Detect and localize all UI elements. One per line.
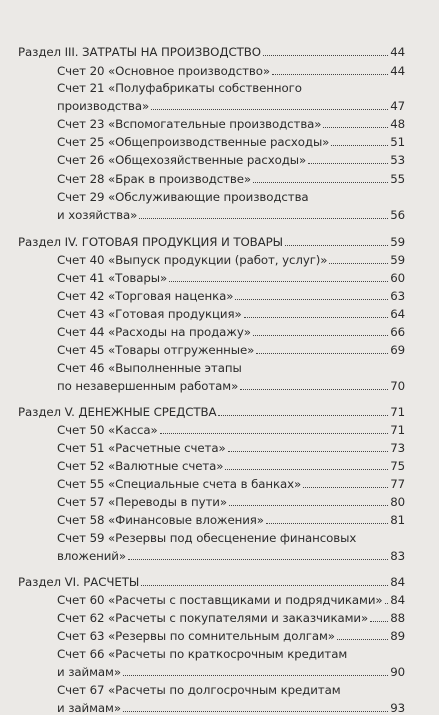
dot-leader [323, 127, 388, 128]
toc-entry [0, 148, 439, 167]
toc-entry-title: Счет 43 «Готовая продукция» [57, 306, 242, 321]
toc-page-number: 56 [390, 207, 405, 222]
dot-leader [229, 505, 388, 506]
toc-page-number: 83 [390, 548, 405, 563]
dot-leader [123, 711, 388, 712]
toc-page-number: 90 [390, 664, 405, 679]
toc-entry [0, 696, 439, 715]
dot-leader [228, 451, 389, 452]
toc-entry-title: Счет 63 «Резервы по сомнительным долгам» [57, 628, 335, 643]
toc-entry [0, 76, 439, 95]
toc-page-number: 75 [390, 458, 405, 473]
toc-entry-title: Счет 66 «Расчеты по краткосрочным кредитам [57, 646, 348, 661]
toc-entry [0, 94, 439, 113]
toc-page-number: 53 [390, 153, 405, 168]
dot-leader [303, 487, 388, 488]
toc-entry-title: Счет 23 «Вспомогательные производства» [57, 117, 322, 132]
toc-entry-title: Счет 58 «Финансовые вложения» [57, 512, 264, 527]
toc-entry-title: Раздел V. ДЕНЕЖНЫЕ СРЕДСТВА [18, 404, 217, 419]
toc-entry-title: Счет 50 «Касса» [57, 422, 158, 437]
toc-page-number: 71 [390, 404, 405, 419]
toc-page-number: 44 [390, 45, 405, 60]
toc-section-heading [0, 400, 439, 419]
toc-page-number: 64 [390, 306, 405, 321]
dot-leader [139, 218, 388, 219]
toc-page-number: 84 [390, 574, 405, 589]
dot-leader [169, 281, 388, 282]
toc-page-number: 71 [390, 422, 405, 437]
toc-entry [0, 418, 439, 437]
toc-entry-title: Счет 59 «Резервы под обесценение финансовых [57, 530, 357, 545]
toc-entry [0, 508, 439, 527]
toc-entry [0, 302, 439, 321]
toc-entry-title: Счет 29 «Обслуживающие производства [57, 190, 309, 205]
toc-page-number: 81 [390, 512, 405, 527]
toc-entry-title: Счет 28 «Брак в производстве» [57, 172, 252, 187]
dot-leader [308, 163, 388, 164]
toc-entry [0, 526, 439, 545]
toc-entry-title: Счет 20 «Основное производство» [57, 64, 270, 79]
toc-entry [0, 490, 439, 509]
toc-entry [0, 203, 439, 222]
dot-leader [385, 603, 389, 604]
toc-entry [0, 320, 439, 339]
dot-leader [160, 433, 389, 434]
toc-page-number: 51 [390, 135, 405, 150]
dot-leader [151, 109, 388, 110]
dot-leader [253, 335, 388, 336]
toc-entry-title: Счет 60 «Расчеты с поставщиками и подрядчиками» [57, 592, 383, 607]
toc-entry-title: Счет 45 «Товары отгруженные» [57, 342, 255, 357]
toc-entry-title: Счет 26 «Общехозяйственные расходы» [57, 153, 307, 168]
toc-entry-title: Раздел VI. РАСЧЕТЫ [18, 574, 140, 589]
toc-page-number: 55 [390, 172, 405, 187]
toc-entry-title: Счет 21 «Полуфабрикаты собственного [57, 81, 302, 96]
toc-page-number: 77 [390, 476, 405, 491]
toc-entry-title: вложений» [57, 548, 126, 563]
dot-leader [128, 559, 388, 560]
toc-page-number: 84 [390, 592, 405, 607]
toc-entry-title: производства» [57, 99, 150, 114]
toc-entry-title: Счет 42 «Торговая наценка» [57, 288, 234, 303]
dot-leader [256, 353, 388, 354]
toc-entry [0, 356, 439, 375]
toc-entry [0, 544, 439, 563]
dot-leader [272, 74, 388, 75]
dot-leader [370, 621, 388, 622]
toc-entry [0, 606, 439, 625]
toc-page-number: 48 [390, 117, 405, 132]
dot-leader [329, 263, 388, 264]
toc-page-number: 63 [390, 288, 405, 303]
dot-leader [240, 389, 388, 390]
dot-leader [244, 317, 389, 318]
toc-entry [0, 436, 439, 455]
toc-page-number: 47 [390, 99, 405, 114]
toc-entry [0, 588, 439, 607]
toc-entry [0, 284, 439, 303]
dot-leader [123, 675, 388, 676]
toc-entry-title: Счет 57 «Переводы в пути» [57, 494, 227, 509]
toc-page-number: 73 [390, 440, 405, 455]
toc-entry-title: и займам» [57, 664, 121, 679]
toc-page-number: 80 [390, 494, 405, 509]
toc-entry [0, 338, 439, 357]
toc-page-number: 59 [390, 234, 405, 249]
toc-entry-title: Счет 44 «Расходы на продажу» [57, 324, 251, 339]
toc-page-number: 93 [390, 700, 405, 715]
toc-entry-title: Раздел IV. ГОТОВАЯ ПРОДУКЦИЯ И ТОВАРЫ [18, 234, 283, 249]
toc-entry [0, 678, 439, 697]
dot-leader [253, 182, 388, 183]
toc-entry-title: и хозяйства» [57, 207, 138, 222]
toc-entry-title: Счет 62 «Расчеты с покупателями и заказчиками» [57, 610, 369, 625]
toc-entry-title: Счет 67 «Расчеты по долгосрочным кредитам [57, 682, 341, 697]
toc-entry-title: Счет 41 «Товары» [57, 270, 168, 285]
toc-page-number: 69 [390, 342, 405, 357]
toc-page-number: 44 [390, 64, 405, 79]
toc-entry-title: Счет 46 «Выполненные этапы [57, 360, 242, 375]
toc-entry [0, 374, 439, 393]
toc-section-heading [0, 230, 439, 249]
toc-entry [0, 472, 439, 491]
toc-entry-title: Счет 51 «Расчетные счета» [57, 440, 226, 455]
toc-entry-title: Счет 40 «Выпуск продукции (работ, услуг)» [57, 252, 328, 267]
dot-leader [218, 415, 388, 416]
toc-page-number: 89 [390, 628, 405, 643]
toc-entry [0, 167, 439, 186]
toc-entry [0, 130, 439, 149]
toc-page-number: 59 [390, 252, 405, 267]
dot-leader [225, 469, 388, 470]
dot-leader [331, 145, 388, 146]
toc-section-heading [0, 40, 439, 59]
toc-entry-title: Раздел III. ЗАТРАТЫ НА ПРОИЗВОДСТВО [18, 45, 261, 60]
toc-entry [0, 660, 439, 679]
toc-entry-title: Счет 25 «Общепроизводственные расходы» [57, 135, 330, 150]
toc-entry-title: и займам» [57, 700, 121, 715]
toc-entry [0, 454, 439, 473]
dot-leader [285, 245, 388, 246]
toc-entry [0, 642, 439, 661]
dot-leader [235, 299, 388, 300]
toc-section-heading [0, 570, 439, 589]
toc-entry-title: Счет 52 «Валютные счета» [57, 458, 224, 473]
dot-leader [337, 639, 388, 640]
toc-entry-title: Счет 55 «Специальные счета в банках» [57, 476, 302, 491]
dot-leader [263, 55, 388, 56]
toc-entry [0, 248, 439, 267]
toc-entry [0, 266, 439, 285]
toc-page-number: 88 [390, 610, 405, 625]
toc-entry [0, 112, 439, 131]
toc-entry-title: по незавершенным работам» [57, 378, 239, 393]
toc-page-number: 66 [390, 324, 405, 339]
toc-page-number: 70 [390, 378, 405, 393]
dot-leader [266, 523, 388, 524]
toc-entry [0, 624, 439, 643]
toc-page-number: 60 [390, 270, 405, 285]
dot-leader [141, 585, 388, 586]
